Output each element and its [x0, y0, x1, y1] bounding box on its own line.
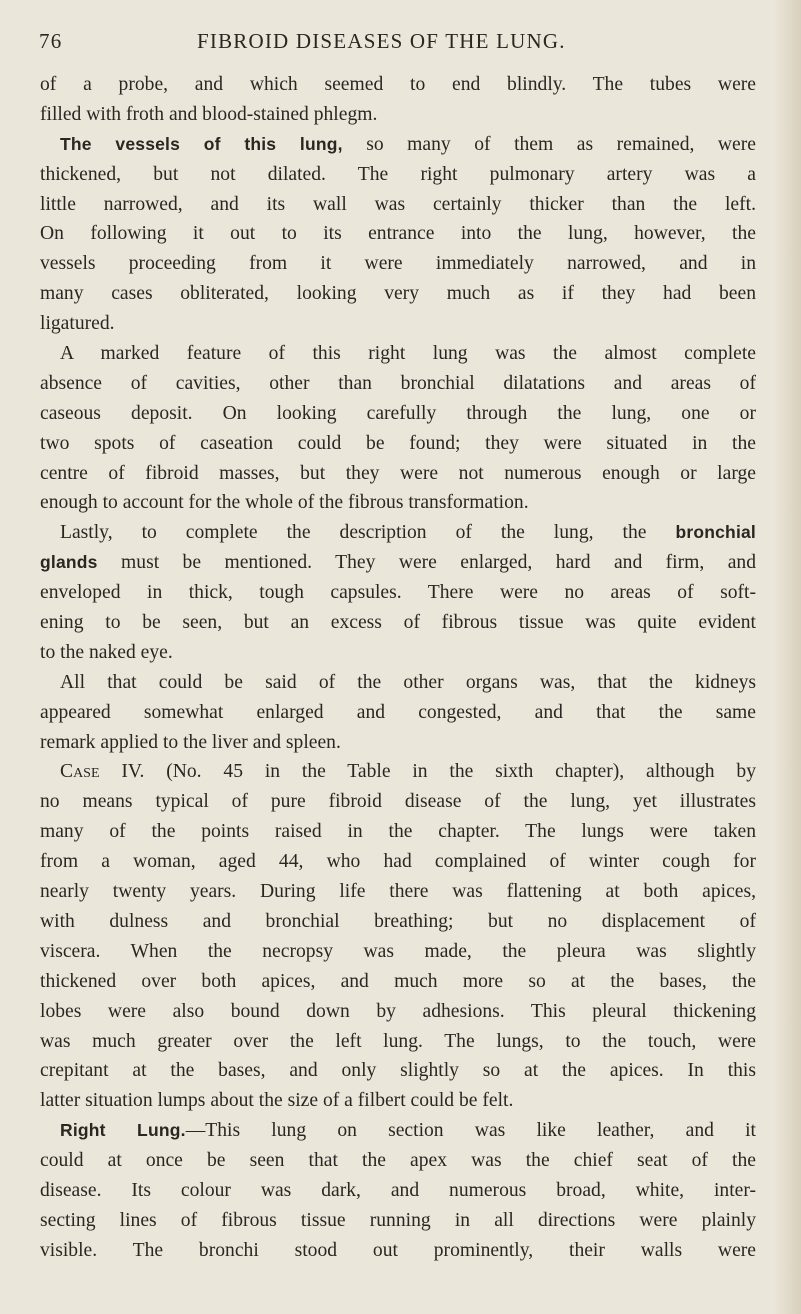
line-text: was much greater over the left lung. The lungs, to the touch, were [40, 1030, 756, 1052]
text-line [40, 279, 756, 309]
bold-run-in-heading: glands [40, 552, 98, 573]
line-text: crepitant at the bases, and only slightly so at the apices. In this [40, 1060, 756, 1082]
line-text: nearly twenty years. During life there was flattening at both apices, [40, 881, 756, 903]
line-text: ening to be seen, but an excess of fibrous tissue was quite evident [40, 612, 756, 634]
line-text: (No. 45 in the Table in the sixth chapter), although by [144, 761, 756, 783]
text-line [40, 70, 756, 100]
text-line [40, 249, 756, 279]
line-text: two spots of caseation could be found; they were situated in the [40, 432, 756, 454]
text-line [40, 638, 756, 668]
text-line [40, 100, 756, 130]
text-line [40, 309, 756, 339]
text-line [40, 548, 756, 578]
line-text: thickened over both apices, and much more so at the bases, the [40, 970, 756, 992]
line-text: caseous deposit. On looking carefully through the lung, one or [40, 402, 756, 424]
line-text: from a woman, aged 44, who had complained of winter cough for [40, 851, 756, 873]
line-text: so many of them as remained, were [342, 133, 756, 155]
text-line [40, 1086, 756, 1116]
text-line [40, 668, 756, 698]
line-text: vessels proceeding from it were immediately narrowed, and in [40, 253, 756, 275]
text-line [40, 1206, 756, 1236]
line-text: All that could be said of the other organs was, that the kidneys [60, 671, 756, 693]
text-line [40, 967, 756, 997]
line-text: On following it out to its entrance into the lung, however, the [40, 223, 756, 245]
text-line [40, 698, 756, 728]
line-text: visible. The bronchi stood out prominently, their walls were [40, 1239, 756, 1261]
line-text: with dulness and bronchial breathing; but no displacement of [40, 910, 756, 932]
line-text: many of the points raised in the chapter. The lungs were taken [40, 821, 756, 843]
line-text: enough to account for the whole of the fibrous transformation. [40, 492, 529, 514]
line-text: could at once be seen that the apex was the chief seat of the [40, 1150, 756, 1172]
text-line [40, 728, 756, 758]
text-line [40, 1056, 756, 1086]
text-line [40, 847, 756, 877]
case-label: Case IV. [60, 761, 145, 783]
text-line [40, 339, 756, 369]
page-number: 76 [39, 29, 63, 53]
line-text: many cases obliterated, looking very much as if they had been [40, 283, 756, 305]
bold-run-in-heading: Right Lung. [60, 1120, 186, 1141]
text-line [40, 190, 756, 220]
text-line [40, 1027, 756, 1057]
line-text: Lastly, to complete the description of the lung, the [60, 522, 676, 544]
text-line [40, 997, 756, 1027]
line-text: latter situation lumps about the size of a filbert could be felt. [40, 1090, 514, 1112]
text-line [40, 219, 756, 249]
line-text: ligatured. [40, 313, 115, 335]
line-text: must be mentioned. They were enlarged, hard and firm, and [97, 552, 756, 574]
text-line [40, 817, 756, 847]
line-text: filled with froth and blood-stained phlegm. [40, 103, 378, 125]
running-head [39, 29, 747, 59]
text-line [40, 1146, 756, 1176]
text-line [40, 1116, 756, 1146]
text-line [40, 399, 756, 429]
text-line [40, 608, 756, 638]
text-line [40, 488, 756, 518]
text-line [40, 907, 756, 937]
line-text: viscera. When the necropsy was made, the pleura was slightly [40, 940, 756, 962]
text-line [40, 369, 756, 399]
page-edge-shadow [773, 0, 801, 1314]
line-text: to the naked eye. [40, 641, 173, 663]
line-text: lobes were also bound down by adhesions. This pleural thickening [40, 1000, 756, 1022]
text-line [40, 937, 756, 967]
text-line [40, 429, 756, 459]
line-text: disease. Its colour was dark, and numerous broad, white, inter- [40, 1179, 756, 1201]
line-text: thickened, but not dilated. The right pulmonary artery was a [40, 163, 756, 185]
bold-term: bronchial [675, 522, 756, 543]
text-line [40, 578, 756, 608]
text-line [40, 160, 756, 190]
text-line [40, 1236, 756, 1266]
text-line [40, 877, 756, 907]
text-line [40, 787, 756, 817]
text-line [40, 1176, 756, 1206]
line-text: remark applied to the liver and spleen. [40, 731, 341, 753]
text-line [40, 459, 756, 489]
line-text: secting lines of fibrous tissue running in all directions were plainly [40, 1209, 756, 1231]
line-text: A marked feature of this right lung was the almost complete [60, 343, 756, 365]
line-text: little narrowed, and its wall was certainly thicker than the left. [40, 193, 756, 215]
running-title: FIBROID DISEASES OF THE LUNG. [197, 29, 566, 53]
text-line [40, 518, 756, 548]
line-text: —This lung on section was like leather, and it [185, 1120, 756, 1142]
text-line [40, 757, 756, 787]
body-text [40, 70, 756, 1266]
line-text: centre of fibroid masses, but they were not numerous enough or large [40, 462, 756, 484]
bold-run-in-heading: The vessels of this lung, [60, 133, 343, 154]
line-text: appeared somewhat enlarged and congested, and that the same [40, 701, 756, 723]
line-text: no means typical of pure fibroid disease of the lung, yet illustrates [40, 791, 756, 813]
text-line [40, 130, 756, 160]
line-text: enveloped in thick, tough capsules. There were no areas of soft- [40, 582, 756, 604]
line-text: absence of cavities, other than bronchial dilatations and areas of [40, 372, 756, 394]
line-text: of a probe, and which seemed to end blindly. The tubes were [40, 74, 756, 95]
